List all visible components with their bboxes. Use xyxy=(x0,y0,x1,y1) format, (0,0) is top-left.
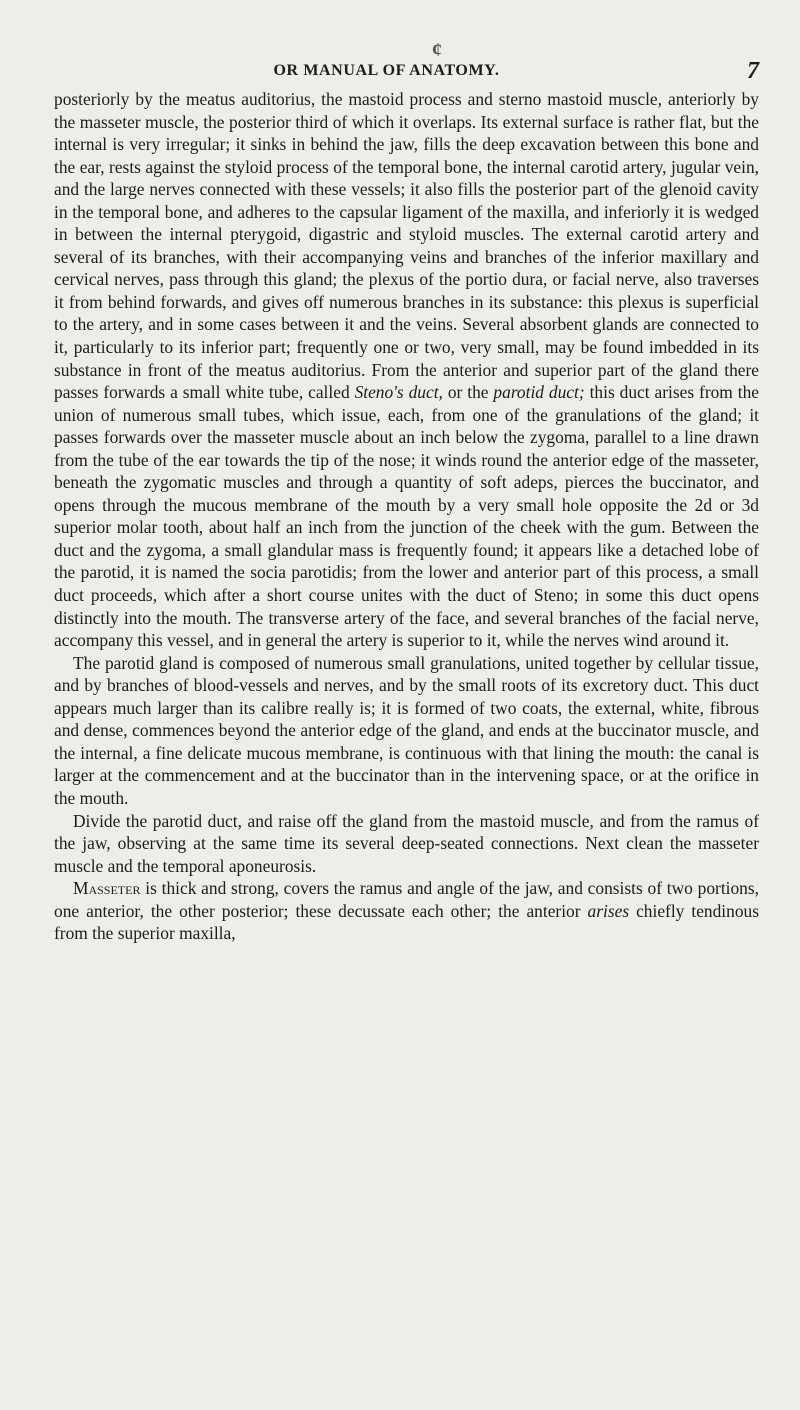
body-text xyxy=(54,88,759,945)
term-parotid-duct: parotid duct; xyxy=(493,382,585,403)
text-run: this duct arises from the union of numerous small tubes, which issue, each, from one of the granulations of the gland; it passes forwards over the masseter muscle about an inch below the zygoma, parallel to a line drawn from the tube of the ear towards the tip of the nose; it winds round the anterior edge of the masseter, beneath the zygomatic muscles and through a quantity of soft adeps, pierces the buccinator, and opens through the mucous membrane of the mouth by a very small hole opposite the 2d or 3d superior molar tooth, about half an inch from the junction of the cheek with the gum. Between the duct and the zygoma, a small glandular mass is frequently found; it appears like a detached lobe of the parotid, it is named the socia parotidis; from the lower and anterior part of this process, a small duct proceeds, which after a short course unites with the duct of Steno; in some this duct opens distinctly into the mouth. The transverse artery of the face, and several branches of the facial nerve, accompany this vessel, and in general the artery is superior to it, while the nerves wind around it. xyxy=(54,382,759,651)
text-run: is thick and strong, covers the ramus and angle of the jaw, and consists of two portions, one anterior, the other posterior; these decussate each other; the anterior xyxy=(54,878,759,921)
page-number: 7 xyxy=(747,58,759,84)
text-run: or the xyxy=(442,382,494,403)
paragraph-masseter xyxy=(54,877,759,945)
term-arises: arises xyxy=(587,900,630,921)
paragraph-parotid-relations xyxy=(54,88,759,652)
paragraph-dissection-instruction: Divide the parotid duct, and raise off the gland from the mastoid muscle, and from the ramus of the jaw, observing at the same time its several deep-seated connections. Next clean the masseter muscle and the temporal aponeurosis. xyxy=(54,810,759,876)
running-head: OR MANUAL OF ANATOMY. xyxy=(273,62,500,79)
term-steno-duct: Steno's duct, xyxy=(354,382,443,403)
term-masseter: Masseter xyxy=(73,878,141,899)
text-run: chiefly tendinous from the superior maxilla, xyxy=(54,900,759,944)
text-run: posteriorly by the meatus auditorius, the mastoid process and sterno mastoid muscle, anteriorly by the masseter muscle, the posterior third of which it overlaps. Its external surface is rather flat, but the internal is very irregular; it sinks in behind the jaw, fills the deep excavation between this bone and the ear, rests against the styloid process of the temporal bone, the internal carotid artery, jugular vein, and the large nerves connected with these vessels; it also fills the posterior part of the glenoid cavity in the temporal bone, and adheres to the capsular ligament of the maxilla, and inferiorly it is wedged in between the internal pterygoid, digastric and styloid muscles. The external carotid artery and several of its branches, with their accompanying veins and branches of the inferior maxillary and cervical nerves, pass through this gland; the plexus of the portio dura, or facial nerve, also traverses it from behind forwards, and gives off numerous branches in its substance: this plexus is superficial to the artery, and in some cases between it and the veins. Several absorbent glands are connected to it, particularly to its inferior part; frequently one or two, very small, may be found imbedded in its substance in front of the meatus auditorius. From the anterior and superior part of the gland there passes forwards a small white tube, called xyxy=(54,89,759,403)
paragraph-gland-structure: The parotid gland is composed of numerous small granulations, united together by cellular tissue, and by branches of blood-vessels and nerves, and by the small roots of its excretory duct. This duct appears much larger than its calibre really is; it is formed of two coats, the external, white, fibrous and dense, commences beyond the anterior edge of the gland, and ends at the buccinator muscle, and the internal, a fine delicate mucous membrane, is continuous with that lining the mouth: the canal is larger at the commencement and at the buccinator than in the intervening space, or at the orifice in the mouth. xyxy=(54,652,759,808)
margin-mark: ¢ xyxy=(432,39,442,61)
